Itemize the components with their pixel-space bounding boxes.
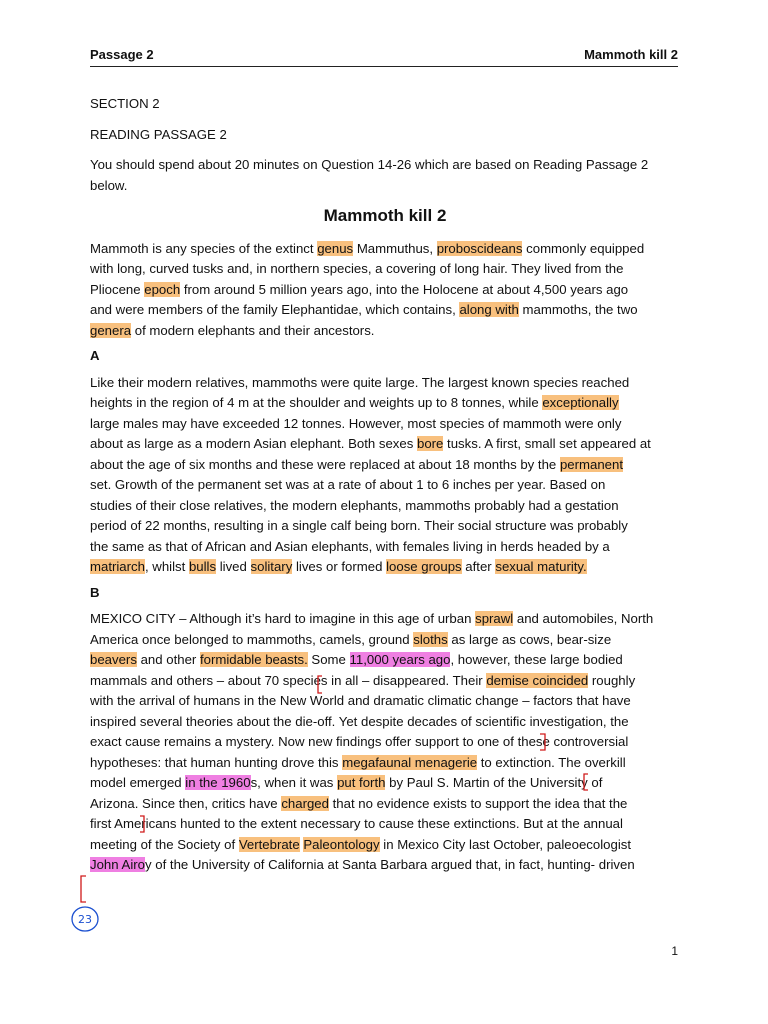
header-passage: Passage 2 <box>90 47 154 62</box>
reading-passage-heading: READING PASSAGE 2 <box>90 126 227 142</box>
highlight-demise-coincided: demise coincided <box>486 672 589 688</box>
highlight-genus: genus <box>317 240 354 256</box>
intro-paragraph: Mammoth is any species of the extinct genus Mammuthus, proboscideans commonly equipped with long, curved tusks and, in northern species, a covering of long hair. They lived from the Pliocene epoch from around 5 million years ago, into the Holocene at about 4,500 years ago and were members of the family Elephantidae, which contains, along with mammoths, the two genera of modern elephants and their ancestors. <box>90 240 645 338</box>
highlight-paleontology: Paleontology <box>303 836 380 852</box>
highlight-sexual-maturity: sexual maturity. <box>495 559 587 574</box>
section-heading: SECTION 2 <box>90 96 160 111</box>
section-label-b: B <box>90 584 100 600</box>
section-a-paragraph: Like their modern relatives, mammoths were quite large. The largest known species reached heights in the region of 4 m at the shoulder and weights up to 8 tonnes, while exceptionally large males may have exceeded 12 tonnes. However, most species of mammoth were only about as large as a modern Asian elephant. Both sexes bore tusks. A first, small set appeared at about the age of six months and these were replaced at about 18 months by the permanent set. Growth of the permanent set was at a rate of about 1 to 6 inches per year. Based on studies of their close relatives, the modern elephants, mammoths probably had a gestation period of 22 months, resulting in a single calf being born. Their social structure was probably the same as that of African and Asian elephants, with females living in herds headed by a matriarch, whilst bulls lived solitary lives or formed loose groups after sexual maturity. <box>90 374 651 574</box>
instruction-line-1: You should spend about 20 minutes on Question 14-26 which are based on Reading Passage 2 <box>90 157 649 172</box>
instruction-line-2: below. <box>90 177 128 193</box>
highlight-11000-years-ago: 11,000 years ago <box>349 652 451 667</box>
header-title: Mammoth kill 2 <box>584 47 678 62</box>
highlight-solitary: solitary <box>250 559 293 574</box>
highlight-formidable-beasts: formidable beasts. <box>199 652 308 667</box>
highlight-put-forth: put forth <box>337 775 386 790</box>
highlight-sloths: sloths <box>413 631 448 647</box>
highlight-matriarch: matriarch <box>90 559 145 574</box>
highlight-genera: genera <box>90 322 132 338</box>
highlight-epoch: epoch <box>144 281 181 297</box>
margin-circle-icon <box>72 907 98 931</box>
section-b-paragraph: MEXICO CITY – Although it’s hard to imagine in this age of urban sprawl and automobiles, North America once belonged to mammoths, camels, ground sloths as large as cows, bear-size beavers and other formidable beasts. Some 11,000 years ago, however, these large bodied mammals and others – about 70 species in all – disappeared. Their demise coincided roughly with the arrival of humans in the New World and dramatic climatic change – factors that have inspired several theories about the die-off. Yet despite decades of scientific investigation, the exact cause remains a mystery. Now new findings offer support to one of these controversial hypotheses: that human hunting drove this megafaunal menagerie to extinction. The overkill model emerged in the 1960s, when it was put forth by Paul S. Martin of the University of Arizona. Since then, critics have charged that no evidence exists to support the idea that the first Americans hunted to the extent necessary to cause these extinctions. But at the annual meeting of the Society of Vertebrate Paleontology in Mexico City last October, paleoecologist John Airoy of the University of California at Santa Barbara argued that, in fact, hunting- driven <box>90 611 654 872</box>
section-label-a: A <box>90 348 100 363</box>
highlight-sprawl: sprawl <box>475 611 514 626</box>
highlight-bulls: bulls <box>188 559 217 574</box>
pen-bracket-john-airoy <box>81 876 86 902</box>
highlight-bore: bore <box>416 436 444 451</box>
header-divider <box>90 66 678 67</box>
highlight-proboscideans: proboscideans <box>436 240 523 256</box>
passage-content <box>90 94 680 876</box>
highlight-beavers: beavers <box>90 652 137 667</box>
highlight-john-airoy: John Airo <box>90 857 145 872</box>
page-number: 1 <box>671 944 678 958</box>
highlight-vertebrate: Vertebrate <box>238 836 300 852</box>
margin-number: 23 <box>78 913 92 926</box>
highlight-along-with: along with <box>459 302 519 317</box>
passage-title: Mammoth kill 2 <box>323 206 447 225</box>
highlight-permanent: permanent <box>559 456 623 472</box>
highlight-megafaunal-menagerie: megafaunal menagerie <box>342 754 478 770</box>
highlight-in-the-1960s: in the 1960 <box>185 775 251 790</box>
highlight-charged: charged <box>281 795 329 811</box>
highlight-loose-groups: loose groups <box>386 559 462 574</box>
highlight-exceptionally: exceptionally <box>542 395 619 410</box>
